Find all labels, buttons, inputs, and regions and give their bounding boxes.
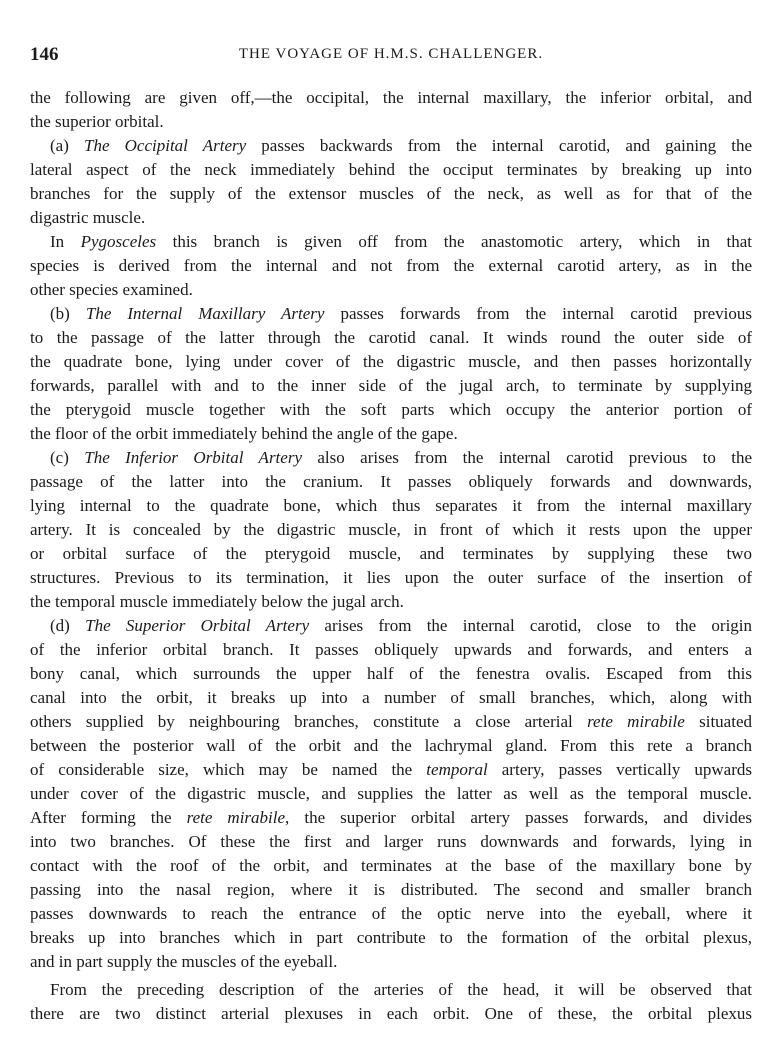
text-line (30, 978, 752, 1002)
italic-text: rete mirabile (587, 712, 685, 731)
text-line (30, 614, 752, 638)
text-line (30, 182, 752, 206)
text-line (30, 758, 752, 782)
running-head: THE VOYAGE OF H.M.S. CHALLENGER. (238, 46, 544, 62)
text-line (30, 542, 752, 566)
italic-text: The Occipital Artery (84, 136, 247, 155)
text-run: From the preceding description of the arteries of the head, it will be observed that (50, 980, 752, 999)
text-run: this branch is given off from the anastomotic artery, which in that (156, 232, 752, 251)
text-run: (c) (50, 448, 85, 467)
text-run: passes downwards to reach the entrance of the optic nerve into the eyeball, where it (30, 904, 752, 923)
text-run: of considerable size, which may be named the (30, 760, 427, 779)
text-run: contact with the roof of the orbit, and terminates at the base of the maxillary bone by (30, 856, 752, 875)
text-run: and in part supply the muscles of the eyeball. (30, 952, 338, 971)
text-run: (b) (50, 304, 86, 323)
text-run: artery, passes vertically upwards (487, 760, 752, 779)
text-run: species is derived from the internal and not from the external carotid artery, as in the (30, 256, 752, 275)
text-run: lying internal to the quadrate bone, which thus separates it from the internal maxillary (30, 496, 752, 515)
italic-text: rete mirabile (186, 808, 286, 827)
text-line (30, 350, 752, 374)
text-line (30, 302, 752, 326)
text-run: to the passage of the latter through the carotid canal. It winds round the outer side of (30, 328, 752, 347)
text-line (30, 518, 752, 542)
italic-text: The Inferior Orbital Artery (84, 448, 302, 467)
text-run: After forming the (30, 808, 187, 827)
text-run: under cover of the digastric muscle, and supplies the latter as well as the temporal muscle. (30, 784, 752, 803)
text-line (30, 806, 752, 830)
text-run: there are two distinct arterial plexuses in each orbit. One of these, the orbital plexus (30, 1004, 752, 1023)
text-line (30, 254, 752, 278)
text-line (30, 878, 752, 902)
page-header (30, 44, 752, 68)
text-line (30, 158, 752, 182)
text-line (30, 110, 752, 134)
text-run: artery. It is concealed by the digastric muscle, in front of which it rests upon the upper (30, 520, 752, 539)
text-line (30, 494, 752, 518)
text-line (30, 86, 752, 110)
text-line (30, 590, 752, 614)
text-run: other species examined. (30, 280, 193, 299)
text-run: passes backwards from the internal carotid, and gaining the (246, 136, 752, 155)
text-line (30, 206, 752, 230)
text-line (30, 686, 752, 710)
text-run: or orbital surface of the pterygoid muscle, and terminates by supplying these two (30, 544, 752, 563)
text-run: the temporal muscle immediately below the jugal arch. (30, 592, 404, 611)
text-line (30, 398, 752, 422)
text-line (30, 662, 752, 686)
text-run: the floor of the orbit immediately behind the angle of the gape. (30, 424, 458, 443)
text-run: others supplied by neighbouring branches, constitute a close arterial (30, 712, 588, 731)
text-line (30, 566, 752, 590)
text-run: forwards, parallel with and to the inner side of the jugal arch, to terminate by supplying (30, 376, 752, 395)
text-run: passes forwards from the internal carotid previous (324, 304, 752, 323)
text-run: also arises from the internal carotid previous to the (302, 448, 752, 467)
text-line (30, 278, 752, 302)
text-run: situated (684, 712, 752, 731)
text-run: structures. Previous to its termination, it lies upon the outer surface of the insertion of (30, 568, 752, 587)
text-line (30, 446, 752, 470)
text-run: into two branches. Of these the first and larger runs downwards and forwards, lying in (30, 832, 752, 851)
text-line (30, 470, 752, 494)
text-line (30, 950, 752, 974)
text-line (30, 1002, 752, 1026)
text-run: the superior orbital. (30, 112, 164, 131)
text-run: the following are given off,—the occipital, the internal maxillary, the inferior orbital, and (30, 88, 752, 107)
text-line (30, 902, 752, 926)
text-run: canal into the orbit, it breaks up into a number of small branches, which, along with (30, 688, 752, 707)
text-run: the quadrate bone, lying under cover of the digastric muscle, and then passes horizontally (30, 352, 752, 371)
text-run: arises from the internal carotid, close to the origin (309, 616, 752, 635)
italic-text: The Superior Orbital Artery (85, 616, 310, 635)
text-run: (d) (50, 616, 86, 635)
text-run: lateral aspect of the neck immediately behind the occiput terminates by breaking up into (30, 160, 752, 179)
text-run: the pterygoid muscle together with the soft parts which occupy the anterior portion of (30, 400, 752, 419)
text-run: bony canal, which surrounds the upper half of the fenestra ovalis. Escaped from this (30, 664, 752, 683)
text-run: , the superior orbital artery passes forwards, and divides (285, 808, 752, 827)
text-run: breaks up into branches which in part contribute to the formation of the orbital plexus, (30, 928, 752, 947)
text-line (30, 926, 752, 950)
page-number: 146 (30, 44, 59, 65)
text-line (30, 230, 752, 254)
text-line (30, 134, 752, 158)
text-run: (a) (50, 136, 85, 155)
text-run: In (50, 232, 81, 251)
text-run: between the posterior wall of the orbit and the lachrymal gland. From this rete a branch (30, 736, 752, 755)
text-run: passing into the nasal region, where it is distributed. The second and smaller branch (30, 880, 752, 899)
body-text (30, 86, 752, 1026)
text-run: passage of the latter into the cranium. It passes obliquely forwards and downwards, (30, 472, 752, 491)
text-line (30, 854, 752, 878)
italic-text: The Internal Maxillary Artery (85, 304, 325, 323)
italic-text: Pygosceles (80, 232, 157, 251)
text-line (30, 422, 752, 446)
text-line (30, 734, 752, 758)
text-run: digastric muscle. (30, 208, 146, 227)
text-line (30, 782, 752, 806)
text-line (30, 326, 752, 350)
text-run: branches for the supply of the extensor muscles of the neck, as well as for that of the (30, 184, 752, 203)
text-line (30, 374, 752, 398)
italic-text: temporal (426, 760, 488, 779)
text-run: of the inferior orbital branch. It passes obliquely upwards and forwards, and enters a (30, 640, 752, 659)
text-line (30, 710, 752, 734)
text-line (30, 830, 752, 854)
text-line (30, 638, 752, 662)
